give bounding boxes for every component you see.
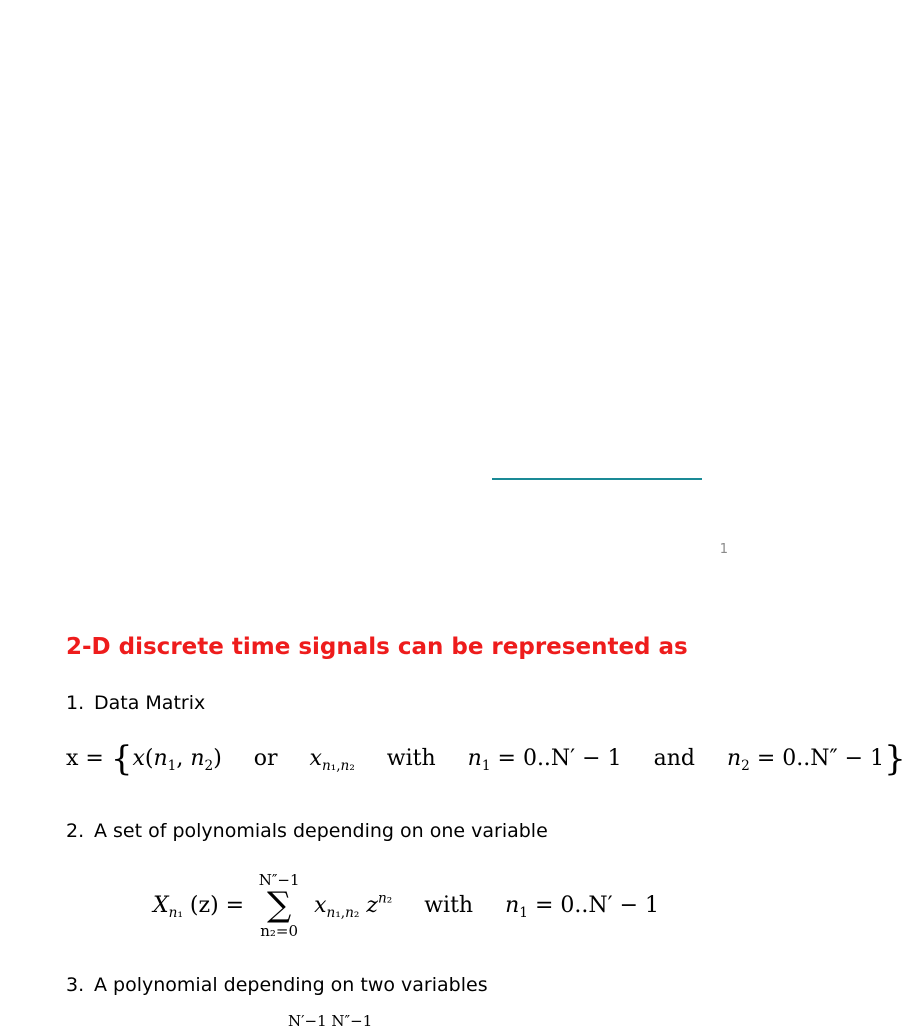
list-item-two-variable-polynomial [66, 974, 488, 996]
list-number: 1. [66, 692, 85, 714]
list-number: 2. [66, 820, 85, 842]
eq1-lhs: x = [66, 746, 104, 771]
list-item-data-matrix [66, 692, 205, 714]
eq1-range2: = 0..N″ − 1 [756, 746, 885, 771]
eq1-with: with [386, 746, 436, 771]
eq2-lhs-arg: (z) = [189, 893, 245, 918]
page-number: 1 [719, 542, 728, 557]
list-label: A set of polynomials depending on one variable [94, 820, 548, 842]
sum-upper-limit: N″−1 [258, 871, 300, 889]
section-title: 2-D discrete time signals can be represented as [66, 634, 688, 660]
equation-polynomial-set: $X_{n_1}$ (z) = N″−1 ∑ n₂=0 $x_{n_1,n_2}$ $z^{n_2}$ with $n_1 = 0..N' - 1$ [153, 871, 660, 940]
close-brace-symbol: } [884, 739, 906, 779]
list-item-polynomial-set [66, 820, 548, 842]
eq1-or: or [253, 746, 278, 771]
list-label: A polynomial depending on two variables [94, 974, 488, 996]
list-number: 3. [66, 974, 85, 996]
equation-two-variable-upper-limits: N′−1 N″−1 [288, 1012, 373, 1030]
eq2-range: = 0..N′ − 1 [534, 893, 660, 918]
eq1-and: and [653, 746, 695, 771]
eq2-lhs-symbol: X [153, 893, 169, 918]
link-underline [492, 478, 702, 480]
summation [255, 872, 303, 940]
eq1-range1: = 0..N′ − 1 [497, 746, 622, 771]
sum-lower-limit: n₂=0 [260, 922, 298, 940]
equation-data-matrix: $x = \{x(n_1$, $n_2$) or $x_{n_1,n_2}$ with $n_1 = 0..N' - 1$ and $n_2 = 0..N'' - 1$} [66, 739, 906, 779]
list-label: Data Matrix [94, 692, 206, 714]
open-brace-symbol: { [110, 739, 133, 779]
eq2-with: with [424, 893, 474, 918]
sigma-symbol: ∑ [266, 885, 292, 925]
